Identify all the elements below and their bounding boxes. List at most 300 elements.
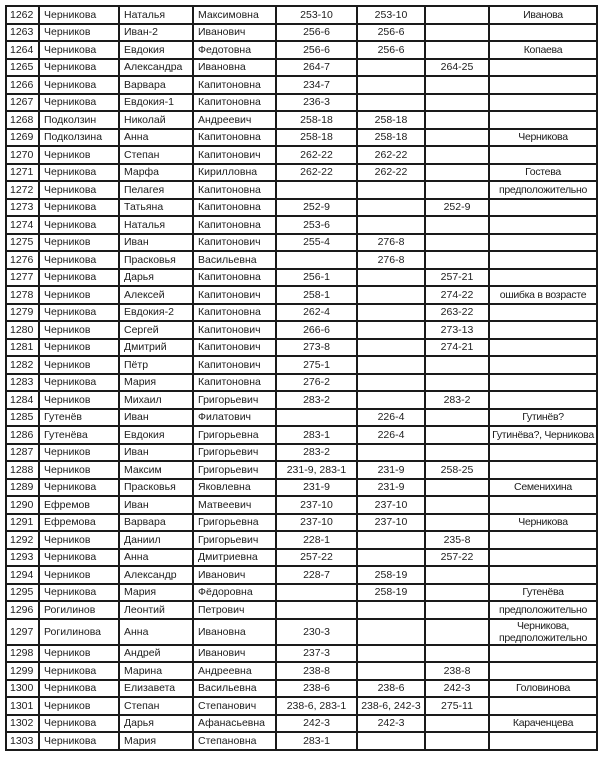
cell-reference-3: 264-25 (425, 59, 489, 77)
cell-note: Копаева (489, 41, 597, 59)
cell-note: Гутинёва?, Черникова (489, 426, 597, 444)
cell-reference-2 (357, 339, 425, 357)
cell-surname: Черникова (39, 164, 119, 182)
cell-patronymic: Капитонович (193, 356, 276, 374)
cell-patronymic: Ивановна (193, 59, 276, 77)
cell-first-name: Пелагея (119, 181, 193, 199)
cell-reference-3 (425, 645, 489, 663)
cell-note: ошибка в возрасте (489, 286, 597, 304)
cell-reference-1: 237-3 (276, 645, 357, 663)
cell-first-name: Дарья (119, 269, 193, 287)
cell-patronymic: Капитонович (193, 234, 276, 252)
cell-record-number: 1295 (6, 584, 39, 602)
cell-reference-3 (425, 514, 489, 532)
cell-patronymic: Капитоновна (193, 216, 276, 234)
cell-record-number: 1294 (6, 566, 39, 584)
cell-reference-1: 242-3 (276, 715, 357, 733)
cell-note (489, 356, 597, 374)
cell-reference-2 (357, 374, 425, 392)
cell-first-name: Иван (119, 444, 193, 462)
cell-surname: Ефремова (39, 514, 119, 532)
cell-note: Черникова (489, 129, 597, 147)
cell-reference-2: 258-18 (357, 129, 425, 147)
cell-first-name: Иван (119, 234, 193, 252)
cell-reference-2: 238-6 (357, 680, 425, 698)
cell-reference-1 (276, 409, 357, 427)
cell-reference-2 (357, 601, 425, 619)
cell-surname: Черников (39, 391, 119, 409)
cell-patronymic: Иванович (193, 24, 276, 42)
cell-first-name: Николай (119, 111, 193, 129)
cell-note (489, 234, 597, 252)
cell-note (489, 76, 597, 94)
cell-patronymic: Капитонович (193, 286, 276, 304)
cell-reference-3 (425, 41, 489, 59)
cell-reference-1: 237-10 (276, 514, 357, 532)
cell-reference-2: 256-6 (357, 24, 425, 42)
cell-record-number: 1284 (6, 391, 39, 409)
cell-surname: Черникова (39, 181, 119, 199)
cell-reference-3 (425, 76, 489, 94)
cell-record-number: 1270 (6, 146, 39, 164)
cell-first-name: Иван-2 (119, 24, 193, 42)
cell-first-name: Прасковья (119, 479, 193, 497)
cell-record-number: 1280 (6, 321, 39, 339)
cell-reference-2 (357, 645, 425, 663)
cell-surname: Черникова (39, 76, 119, 94)
cell-reference-1: 283-1 (276, 732, 357, 750)
cell-note (489, 251, 597, 269)
cell-surname: Черников (39, 461, 119, 479)
cell-note: Гостева (489, 164, 597, 182)
cell-reference-1 (276, 601, 357, 619)
cell-note (489, 24, 597, 42)
cell-reference-2: 258-19 (357, 566, 425, 584)
cell-note: предположительно (489, 601, 597, 619)
cell-record-number: 1271 (6, 164, 39, 182)
cell-note: Головинова (489, 680, 597, 698)
cell-reference-3 (425, 216, 489, 234)
cell-patronymic: Григорьевич (193, 391, 276, 409)
cell-surname: Черникова (39, 216, 119, 234)
cell-reference-1 (276, 181, 357, 199)
cell-note (489, 496, 597, 514)
cell-record-number: 1281 (6, 339, 39, 357)
cell-surname: Гутенёва (39, 426, 119, 444)
cell-reference-1: 252-9 (276, 199, 357, 217)
cell-surname: Черникова (39, 6, 119, 24)
cell-record-number: 1264 (6, 41, 39, 59)
cell-reference-3 (425, 146, 489, 164)
cell-note (489, 645, 597, 663)
cell-patronymic: Капитоновна (193, 181, 276, 199)
table-row (6, 601, 597, 619)
cell-reference-1: 237-10 (276, 496, 357, 514)
records-sheet (5, 5, 598, 751)
cell-note (489, 374, 597, 392)
cell-patronymic: Афанасьевна (193, 715, 276, 733)
cell-patronymic: Васильевна (193, 680, 276, 698)
cell-patronymic: Капитонович (193, 339, 276, 357)
cell-patronymic: Фёдоровна (193, 584, 276, 602)
cell-first-name: Александра (119, 59, 193, 77)
cell-reference-1: 276-2 (276, 374, 357, 392)
cell-reference-3 (425, 6, 489, 24)
cell-patronymic: Степанович (193, 697, 276, 715)
cell-surname: Ефремов (39, 496, 119, 514)
cell-record-number: 1293 (6, 549, 39, 567)
cell-record-number: 1298 (6, 645, 39, 663)
cell-reference-3 (425, 234, 489, 252)
cell-first-name: Анна (119, 129, 193, 147)
cell-first-name: Мария (119, 584, 193, 602)
cell-reference-3 (425, 409, 489, 427)
table-row (6, 496, 597, 514)
cell-note: Черникова, предположительно (489, 619, 597, 645)
table-row (6, 444, 597, 462)
cell-note: Караченцева (489, 715, 597, 733)
table-row (6, 619, 597, 645)
cell-reference-2: 262-22 (357, 164, 425, 182)
cell-reference-3 (425, 619, 489, 645)
cell-reference-1: 236-3 (276, 94, 357, 112)
cell-first-name: Наталья (119, 6, 193, 24)
cell-surname: Черникова (39, 94, 119, 112)
cell-reference-2: 242-3 (357, 715, 425, 733)
cell-surname: Черников (39, 697, 119, 715)
cell-first-name: Иван (119, 409, 193, 427)
cell-record-number: 1266 (6, 76, 39, 94)
cell-first-name: Мария (119, 732, 193, 750)
cell-reference-1: 262-22 (276, 164, 357, 182)
table-row (6, 374, 597, 392)
cell-record-number: 1273 (6, 199, 39, 217)
table-row (6, 732, 597, 750)
cell-patronymic: Капитоновна (193, 129, 276, 147)
cell-patronymic: Васильевна (193, 251, 276, 269)
table-row (6, 321, 597, 339)
cell-surname: Черникова (39, 199, 119, 217)
cell-record-number: 1265 (6, 59, 39, 77)
cell-patronymic: Капитонович (193, 321, 276, 339)
cell-reference-3: 235-8 (425, 531, 489, 549)
cell-reference-2 (357, 444, 425, 462)
cell-reference-3: 258-25 (425, 461, 489, 479)
table-row (6, 715, 597, 733)
cell-surname: Черников (39, 645, 119, 663)
cell-reference-3 (425, 426, 489, 444)
cell-first-name: Варвара (119, 76, 193, 94)
cell-reference-1 (276, 584, 357, 602)
cell-patronymic: Петрович (193, 601, 276, 619)
cell-first-name: Алексей (119, 286, 193, 304)
cell-record-number: 1263 (6, 24, 39, 42)
cell-reference-3 (425, 251, 489, 269)
cell-first-name: Евдокия-2 (119, 304, 193, 322)
cell-first-name: Даниил (119, 531, 193, 549)
cell-reference-1: 275-1 (276, 356, 357, 374)
cell-reference-3: 273-13 (425, 321, 489, 339)
cell-record-number: 1278 (6, 286, 39, 304)
table-row (6, 645, 597, 663)
cell-reference-2 (357, 531, 425, 549)
cell-record-number: 1286 (6, 426, 39, 444)
cell-note: Гутенёва (489, 584, 597, 602)
cell-surname: Черникова (39, 41, 119, 59)
table-row (6, 146, 597, 164)
table-row (6, 234, 597, 252)
table-row (6, 199, 597, 217)
cell-record-number: 1279 (6, 304, 39, 322)
cell-reference-1: 234-7 (276, 76, 357, 94)
cell-reference-3: 274-22 (425, 286, 489, 304)
cell-note: Черникова (489, 514, 597, 532)
cell-reference-3: 238-8 (425, 662, 489, 680)
cell-reference-3: 283-2 (425, 391, 489, 409)
cell-note: Иванова (489, 6, 597, 24)
cell-note (489, 269, 597, 287)
table-row (6, 339, 597, 357)
cell-patronymic: Дмитриевна (193, 549, 276, 567)
cell-patronymic: Григорьевна (193, 426, 276, 444)
table-row (6, 680, 597, 698)
cell-reference-2 (357, 619, 425, 645)
cell-record-number: 1277 (6, 269, 39, 287)
table-row (6, 662, 597, 680)
cell-note (489, 732, 597, 750)
cell-reference-3: 257-22 (425, 549, 489, 567)
cell-note (489, 531, 597, 549)
cell-record-number: 1285 (6, 409, 39, 427)
cell-reference-3 (425, 356, 489, 374)
cell-patronymic: Григорьевич (193, 461, 276, 479)
cell-reference-2: 238-6, 242-3 (357, 697, 425, 715)
cell-surname: Черников (39, 286, 119, 304)
cell-surname: Рогилинова (39, 619, 119, 645)
cell-reference-2: 256-6 (357, 41, 425, 59)
cell-reference-2 (357, 269, 425, 287)
cell-reference-1: 231-9 (276, 479, 357, 497)
cell-note (489, 199, 597, 217)
cell-reference-1: 262-4 (276, 304, 357, 322)
cell-first-name: Мария (119, 374, 193, 392)
cell-reference-1: 256-6 (276, 24, 357, 42)
cell-reference-2 (357, 199, 425, 217)
cell-surname: Черникова (39, 374, 119, 392)
cell-reference-3 (425, 444, 489, 462)
cell-first-name: Иван (119, 496, 193, 514)
cell-reference-3 (425, 94, 489, 112)
cell-surname: Подколзин (39, 111, 119, 129)
cell-surname: Черников (39, 531, 119, 549)
table-row (6, 286, 597, 304)
cell-first-name: Дарья (119, 715, 193, 733)
cell-first-name: Марфа (119, 164, 193, 182)
cell-first-name: Татьяна (119, 199, 193, 217)
table-row (6, 514, 597, 532)
cell-reference-3 (425, 566, 489, 584)
cell-patronymic: Андреевич (193, 111, 276, 129)
cell-reference-3 (425, 24, 489, 42)
table-row (6, 94, 597, 112)
cell-reference-1: 264-7 (276, 59, 357, 77)
cell-reference-1: 258-18 (276, 111, 357, 129)
cell-note (489, 566, 597, 584)
cell-reference-2 (357, 181, 425, 199)
cell-first-name: Максим (119, 461, 193, 479)
cell-reference-2: 258-18 (357, 111, 425, 129)
cell-reference-2 (357, 94, 425, 112)
cell-record-number: 1272 (6, 181, 39, 199)
cell-note (489, 549, 597, 567)
cell-reference-1: 258-18 (276, 129, 357, 147)
cell-reference-1: 256-6 (276, 41, 357, 59)
table-row (6, 129, 597, 147)
cell-reference-3 (425, 584, 489, 602)
cell-reference-1: 258-1 (276, 286, 357, 304)
cell-surname: Рогилинов (39, 601, 119, 619)
cell-surname: Черникова (39, 715, 119, 733)
cell-reference-3: 257-21 (425, 269, 489, 287)
cell-note (489, 662, 597, 680)
cell-reference-2: 237-10 (357, 496, 425, 514)
cell-reference-1: 256-1 (276, 269, 357, 287)
cell-patronymic: Капитоновна (193, 374, 276, 392)
cell-record-number: 1296 (6, 601, 39, 619)
table-row (6, 59, 597, 77)
table-row (6, 461, 597, 479)
cell-reference-2 (357, 549, 425, 567)
cell-record-number: 1267 (6, 94, 39, 112)
cell-record-number: 1300 (6, 680, 39, 698)
cell-first-name: Пётр (119, 356, 193, 374)
cell-surname: Черникова (39, 251, 119, 269)
cell-reference-1: 253-10 (276, 6, 357, 24)
table-row (6, 697, 597, 715)
cell-record-number: 1290 (6, 496, 39, 514)
cell-record-number: 1269 (6, 129, 39, 147)
cell-surname: Черников (39, 444, 119, 462)
cell-surname: Черникова (39, 269, 119, 287)
cell-reference-3 (425, 732, 489, 750)
cell-patronymic: Ивановна (193, 619, 276, 645)
cell-reference-3: 274-21 (425, 339, 489, 357)
cell-first-name: Анна (119, 619, 193, 645)
cell-patronymic: Капитоновна (193, 94, 276, 112)
cell-reference-2 (357, 59, 425, 77)
cell-patronymic: Матвеевич (193, 496, 276, 514)
cell-reference-1: 231-9, 283-1 (276, 461, 357, 479)
cell-reference-3 (425, 496, 489, 514)
cell-note (489, 321, 597, 339)
cell-surname: Черников (39, 356, 119, 374)
cell-note (489, 339, 597, 357)
table-row (6, 181, 597, 199)
cell-note (489, 304, 597, 322)
cell-patronymic: Капитонович (193, 146, 276, 164)
table-row (6, 426, 597, 444)
table-row (6, 6, 597, 24)
cell-reference-1: 238-6, 283-1 (276, 697, 357, 715)
cell-record-number: 1297 (6, 619, 39, 645)
cell-reference-2 (357, 321, 425, 339)
cell-reference-3: 242-3 (425, 680, 489, 698)
cell-reference-1: 283-2 (276, 444, 357, 462)
cell-patronymic: Степановна (193, 732, 276, 750)
cell-surname: Черников (39, 24, 119, 42)
cell-surname: Черников (39, 146, 119, 164)
cell-reference-3 (425, 479, 489, 497)
cell-patronymic: Яковлевна (193, 479, 276, 497)
table-row (6, 269, 597, 287)
table-row (6, 566, 597, 584)
cell-record-number: 1276 (6, 251, 39, 269)
cell-patronymic: Иванович (193, 566, 276, 584)
cell-surname: Черников (39, 234, 119, 252)
cell-note (489, 461, 597, 479)
cell-reference-2: 276-8 (357, 234, 425, 252)
cell-reference-2 (357, 391, 425, 409)
cell-reference-2: 231-9 (357, 461, 425, 479)
cell-patronymic: Капитоновна (193, 199, 276, 217)
cell-reference-2: 226-4 (357, 426, 425, 444)
cell-record-number: 1274 (6, 216, 39, 234)
cell-reference-1: 238-8 (276, 662, 357, 680)
cell-patronymic: Федотовна (193, 41, 276, 59)
cell-reference-2 (357, 356, 425, 374)
cell-patronymic: Кирилловна (193, 164, 276, 182)
cell-reference-2: 253-10 (357, 6, 425, 24)
cell-reference-2 (357, 76, 425, 94)
cell-first-name: Леонтий (119, 601, 193, 619)
cell-record-number: 1283 (6, 374, 39, 392)
cell-surname: Черникова (39, 732, 119, 750)
table-row (6, 111, 597, 129)
cell-first-name: Сергей (119, 321, 193, 339)
cell-note: Семенихина (489, 479, 597, 497)
cell-reference-1: 273-8 (276, 339, 357, 357)
cell-note (489, 111, 597, 129)
cell-first-name: Евдокия (119, 426, 193, 444)
cell-note (489, 216, 597, 234)
cell-record-number: 1291 (6, 514, 39, 532)
cell-patronymic: Григорьевна (193, 514, 276, 532)
cell-surname: Черникова (39, 680, 119, 698)
cell-reference-3: 252-9 (425, 199, 489, 217)
cell-patronymic: Капитоновна (193, 269, 276, 287)
cell-reference-2: 226-4 (357, 409, 425, 427)
table-row (6, 356, 597, 374)
cell-note (489, 697, 597, 715)
cell-note (489, 59, 597, 77)
cell-record-number: 1302 (6, 715, 39, 733)
cell-patronymic: Максимовна (193, 6, 276, 24)
table-row (6, 531, 597, 549)
cell-first-name: Варвара (119, 514, 193, 532)
cell-reference-1: 255-4 (276, 234, 357, 252)
cell-reference-2: 237-10 (357, 514, 425, 532)
cell-first-name: Наталья (119, 216, 193, 234)
cell-reference-3: 263-22 (425, 304, 489, 322)
cell-record-number: 1282 (6, 356, 39, 374)
cell-surname: Черникова (39, 59, 119, 77)
cell-reference-2: 262-22 (357, 146, 425, 164)
cell-reference-3 (425, 164, 489, 182)
cell-surname: Черников (39, 321, 119, 339)
cell-first-name: Марина (119, 662, 193, 680)
table-row (6, 41, 597, 59)
cell-reference-2 (357, 286, 425, 304)
